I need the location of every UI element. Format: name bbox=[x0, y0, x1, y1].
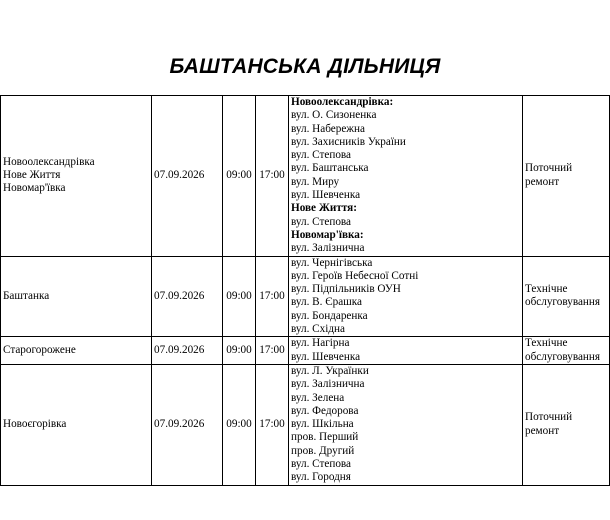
time-end-cell: 17:00 bbox=[256, 256, 289, 337]
street-name: вул. Городня bbox=[291, 471, 351, 484]
street-name: вул. Шевченка bbox=[291, 189, 361, 202]
settlement-name: Нове Життя bbox=[3, 169, 61, 182]
street-name: вул. Шкільна bbox=[291, 418, 354, 431]
settlement-name: Новоєгорівка bbox=[3, 418, 67, 431]
work-type-cell: Технічне обслуговування bbox=[523, 337, 610, 365]
schedule-table-body bbox=[1, 96, 610, 486]
time-start-cell: 09:00 bbox=[223, 96, 256, 257]
street-name: вул. О. Сизоненка bbox=[291, 109, 377, 122]
time-start-cell: 09:00 bbox=[223, 337, 256, 365]
street-name: вул. Чернігівська bbox=[291, 256, 373, 269]
streets-cell bbox=[289, 337, 523, 365]
street-name: вул. Степова bbox=[291, 149, 352, 162]
work-type-cell: Поточний ремонт bbox=[523, 364, 610, 485]
table-row bbox=[1, 364, 610, 485]
street-name: вул. Баштанська bbox=[291, 162, 369, 175]
time-end-cell: 17:00 bbox=[256, 96, 289, 257]
time-end-cell: 17:00 bbox=[256, 364, 289, 485]
streets-cell bbox=[289, 256, 523, 337]
street-name: вул. Миру bbox=[291, 175, 340, 188]
street-name: вул. Степова bbox=[291, 215, 352, 228]
street-name: вул. Нагірна bbox=[291, 337, 350, 350]
date-cell: 07.09.2026 bbox=[152, 337, 223, 365]
schedule-table bbox=[0, 95, 610, 486]
street-name: вул. Підпільників ОУН bbox=[291, 283, 401, 296]
table-row bbox=[1, 256, 610, 337]
settlement-heading: Новомар'ївка : bbox=[291, 229, 520, 242]
settlement-name: Новомар'ївка bbox=[3, 182, 66, 195]
settlement-name: Баштанка bbox=[3, 289, 50, 302]
date-cell: 07.09.2026 bbox=[152, 96, 223, 257]
settlement-cell bbox=[1, 364, 152, 485]
street-name: вул. В. Єрашка bbox=[291, 296, 363, 309]
settlement-name: Новоолександрівка bbox=[3, 155, 95, 168]
street-name: вул. Набережна bbox=[291, 122, 365, 135]
street-name: вул. Залізнична bbox=[291, 242, 365, 255]
street-name: вул. Степова bbox=[291, 458, 352, 471]
streets-cell bbox=[289, 364, 523, 485]
settlement-cell bbox=[1, 256, 152, 337]
settlement-name: Старогорожене bbox=[3, 343, 76, 356]
time-start-cell: 09:00 bbox=[223, 256, 256, 337]
table-row bbox=[1, 337, 610, 365]
street-name: пров. Другий bbox=[291, 444, 355, 457]
settlement-cell bbox=[1, 96, 152, 257]
date-cell: 07.09.2026 bbox=[152, 256, 223, 337]
street-name: вул. Федорова bbox=[291, 404, 359, 417]
settlement-cell bbox=[1, 337, 152, 365]
street-name: вул. Захисників України bbox=[291, 135, 406, 148]
table-row bbox=[1, 96, 610, 257]
work-type-cell: Поточний ремонт bbox=[523, 96, 610, 257]
settlement-heading: Новоолександрівка : bbox=[291, 96, 520, 109]
street-name: вул. Л. Українки bbox=[291, 364, 369, 377]
page-title: БАШТАНСЬКА ДІЛЬНИЦЯ bbox=[169, 55, 441, 78]
streets-cell bbox=[289, 96, 523, 257]
street-name: пров. Перший bbox=[291, 431, 359, 444]
street-name: вул. Героїв Небесної Сотні bbox=[291, 269, 419, 282]
time-end-cell: 17:00 bbox=[256, 337, 289, 365]
street-name: вул. Бондаренка bbox=[291, 309, 368, 322]
settlement-heading: Нове Життя : bbox=[291, 202, 520, 215]
street-name: вул. Залізнична bbox=[291, 378, 365, 391]
street-name: вул. Східна bbox=[291, 323, 345, 336]
street-name: вул. Зелена bbox=[291, 391, 345, 404]
time-start-cell: 09:00 bbox=[223, 364, 256, 485]
work-type-cell: Технічне обслуговування bbox=[523, 256, 610, 337]
date-cell: 07.09.2026 bbox=[152, 364, 223, 485]
street-name: вул. Шевченка bbox=[291, 350, 361, 363]
